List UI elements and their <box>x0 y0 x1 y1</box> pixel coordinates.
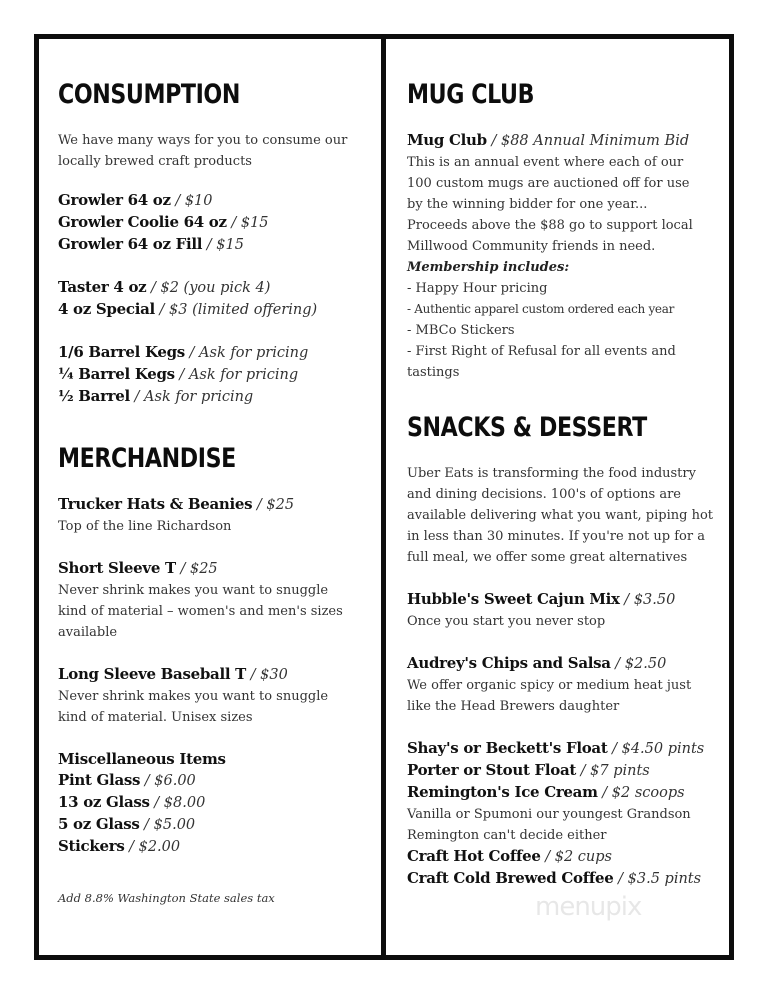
item-description: Vanilla or Spumoni our youngest Grandson Remington can't decide either <box>407 807 691 843</box>
menu-item: Porter or Stout Float / $7 pints <box>407 761 650 779</box>
consumption-intro: We have many ways for you to consume our locally brewed craft products <box>58 133 348 169</box>
menu-item: Growler 64 oz Fill / $15 <box>58 235 244 253</box>
menu-group <box>58 342 373 408</box>
menu-item: Remington's Ice Cream / $2 scoops <box>407 783 685 801</box>
menu-group <box>58 190 373 256</box>
benefit-item: - First Right of Refusal for all events and tastings <box>407 344 676 380</box>
menu-item: Craft Cold Brewed Coffee / $3.5 pints <box>407 869 702 887</box>
menu-item: 13 oz Glass / $8.00 <box>58 793 206 811</box>
menu-item: Pint Glass / $6.00 <box>58 771 196 789</box>
section-title-snacks: SNACKS & DESSERT <box>407 412 647 443</box>
menu-item: Stickers / $2.00 <box>58 837 181 855</box>
mug-club-description: This is an annual event where each of our 100 custom mugs are auctioned off for use by the winning bidder for one year... Proceeds above the $88 go to support local Millwood Community friends in need. <box>407 155 693 254</box>
benefit-item: - Authentic apparel custom ordered each year <box>407 302 675 316</box>
snacks-intro: Uber Eats is transforming the food industry and dining decisions. 100's of options are available delivering what you want, piping hot in less than 30 minutes. If you're not up for a full meal, we offer some great alternatives <box>407 466 714 565</box>
section-title-consumption: CONSUMPTION <box>58 79 240 110</box>
left-column <box>58 74 373 858</box>
menu-item: Hubble's Sweet Cajun Mix / $3.50 <box>407 590 676 608</box>
misc-heading: Miscellaneous Items <box>58 750 226 768</box>
menu-item: ½ Barrel / Ask for pricing <box>58 387 254 405</box>
item-description: Never shrink makes you want to snuggle kind of material. Unisex sizes <box>58 689 329 725</box>
menu-item: Growler 64 oz / $10 <box>58 191 213 209</box>
menu-item: Long Sleeve Baseball T / $30 <box>58 665 288 683</box>
column-divider <box>381 34 386 960</box>
menu-item: Taster 4 oz / $2 (you pick 4) <box>58 278 271 296</box>
menu-item: Short Sleeve T / $25 <box>58 559 218 577</box>
menu-item: ¼ Barrel Kegs / Ask for pricing <box>58 365 299 383</box>
menu-item: Trucker Hats & Beanies / $25 <box>58 495 295 513</box>
menu-item: 5 oz Glass / $5.00 <box>58 815 196 833</box>
benefit-item: - Happy Hour pricing <box>407 281 548 296</box>
item-description: Top of the line Richardson <box>58 519 232 534</box>
right-column <box>407 74 722 890</box>
menu-item: Mug Club / $88 Annual Minimum Bid <box>407 131 690 149</box>
menu-group <box>58 277 373 321</box>
menu-item: 1/6 Barrel Kegs / Ask for pricing <box>58 343 309 361</box>
section-title-mug-club: MUG CLUB <box>407 79 535 110</box>
section-title-merchandise: MERCHANDISE <box>58 443 236 474</box>
mug-club-section <box>407 74 722 383</box>
menu-item: Growler Coolie 64 oz / $15 <box>58 213 269 231</box>
item-description: We offer organic spicy or medium heat just like the Head Brewers daughter <box>407 678 692 714</box>
merchandise-section <box>58 438 373 858</box>
watermark: menupix <box>535 892 642 922</box>
menu-item: Shay's or Beckett's Float / $4.50 pints <box>407 739 705 757</box>
tax-note: Add 8.8% Washington State sales tax <box>58 891 275 905</box>
snacks-section <box>407 407 722 890</box>
benefit-item: - MBCo Stickers <box>407 323 515 338</box>
menu-item: Craft Hot Coffee / $2 cups <box>407 847 612 865</box>
menu-item: Audrey's Chips and Salsa / $2.50 <box>407 654 667 672</box>
menu-item: 4 oz Special / $3 (limited offering) <box>58 300 318 318</box>
item-description: Never shrink makes you want to snuggle kind of material – women's and men's sizes available <box>58 583 343 640</box>
item-description: Once you start you never stop <box>407 614 606 629</box>
membership-heading: Membership includes: <box>407 260 570 275</box>
consumption-section <box>58 74 373 408</box>
